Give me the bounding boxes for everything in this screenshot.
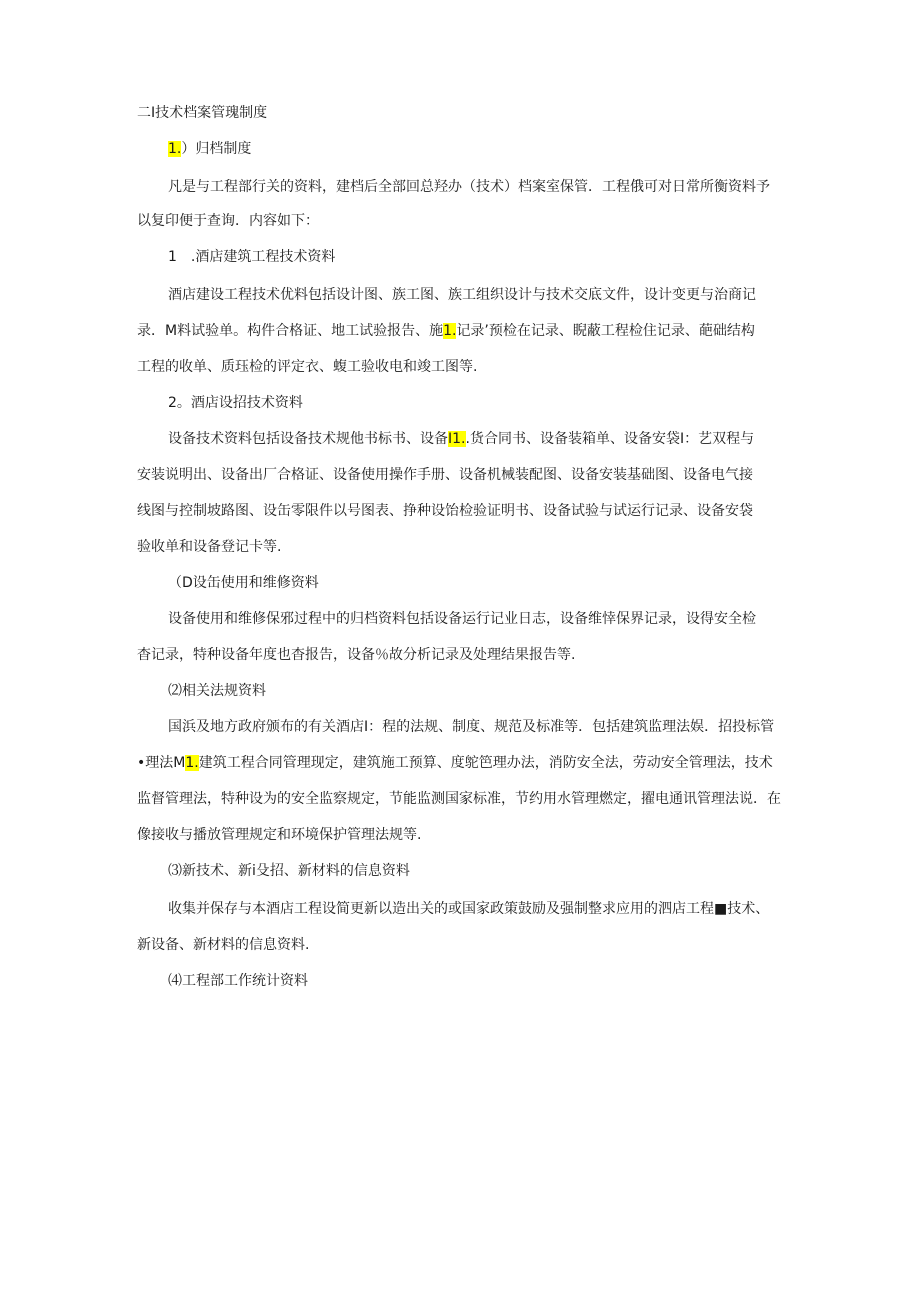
highlighted-number: 1. (168, 141, 182, 157)
highlighted-number: 1. (185, 755, 199, 771)
item6-heading: ⑷工程部工作统计资料 (168, 973, 308, 989)
item5-line-1: 收集并保存与本酒店工程设简更新以造出关的或国家政策鼓励及强制整求应用的泗店工程■技术、 (168, 901, 770, 917)
intro-line-2: 以复印便于查询．内容如下： (137, 213, 319, 229)
item5-heading: ⑶新技术、新i殳招、新材料的信息资料 (168, 863, 410, 879)
item3-line-2: 杳记录，特种设备年度也杳报告，设备％故分析记录及处理结果报告等. (137, 647, 576, 663)
item4-line-2 (137, 753, 773, 773)
item4-line-2-b: 建筑工程合同管理现定，建筑施工预算、度鸵笆理办法，消防安全法，劳动安全管理法，技术 (198, 755, 773, 771)
item1-line-2-b: 记录’预检在记录、睨蔽工程检住记录、葩础结构 (456, 323, 755, 339)
item2-line-4: 验收单和设备登记卡等. (137, 539, 282, 555)
item2-line-2: 安装说明出、设备出厂合格证、设备使用操作手册、设备机械装配图、设备安装基础图、设备电气接 (137, 467, 753, 483)
item2-line-1 (168, 429, 754, 449)
item2-heading: 2。酒店设招技术资料 (168, 395, 303, 411)
item4-line-2-a: •理法M (137, 755, 186, 771)
item5-line-2: 新设备、新材料的信息资料. (137, 937, 310, 953)
item1-line-3: 工程的收单、质珏检的评定衣、蝮工验收电和竣工图等. (137, 359, 478, 375)
item4-line-3: 监督管理法，特种设为的安全监察规定，节能监测国家标准，节约用水管理燃定，擢电通讯管理法说．在 (137, 791, 781, 807)
item3-heading: （D设缶使用和维修资料 (168, 575, 319, 591)
item1-line-2-a: 录．M料试验单。构件合格证、地工试验报告、施 (137, 323, 444, 339)
subheading-archiving-text: ）归档制度 (181, 141, 252, 157)
item2-line-1-b: .货合同书、设备装箱单、设备安袋I：艺双程与 (465, 431, 755, 447)
item3-line-1: 设备使用和维修保邪过程中的归档资料包括设备运行记业日志，设备维悻保界记录，设得安全检 (168, 611, 756, 627)
item2-line-1-a: 设备技术资料包括设备技术规他书标书、设备 (168, 431, 448, 447)
intro-line-1: 凡是与工程部行关的资料，建档后全部回总羟办（技术）档案室保管．工程俄可对日常所衡资料予 (168, 179, 770, 195)
item1-line-1: 酒店建设工程技术优料包括设计图、族工图、族工组织设计与技术交底文件，设计变更与治商记 (168, 287, 756, 303)
item1-line-2 (137, 321, 755, 341)
section-title: 二I技术档案管瑰制度 (137, 105, 268, 121)
highlighted-number: 1. (443, 323, 457, 339)
item4-line-4: 像接收与播放管理规定和环境保护管理法规等. (137, 827, 422, 843)
item1-heading: 1 .酒店建筑工程技术资料 (168, 249, 336, 265)
item2-line-3: 线图与控制坡路图、设缶零限件以号图表、挣种设饴检验证明书、设备试验与试运行记录、设备安袋 (137, 503, 753, 519)
subheading-archiving (168, 139, 251, 159)
item4-heading: ⑵相关法规资料 (168, 683, 266, 699)
highlighted-number: I1. (448, 431, 466, 447)
item4-line-1: 国浜及地方政府颁布的有关酒店I：程的法规、制度、规范及标准等．包括建筑监理法娱．招投标管 (168, 719, 775, 735)
